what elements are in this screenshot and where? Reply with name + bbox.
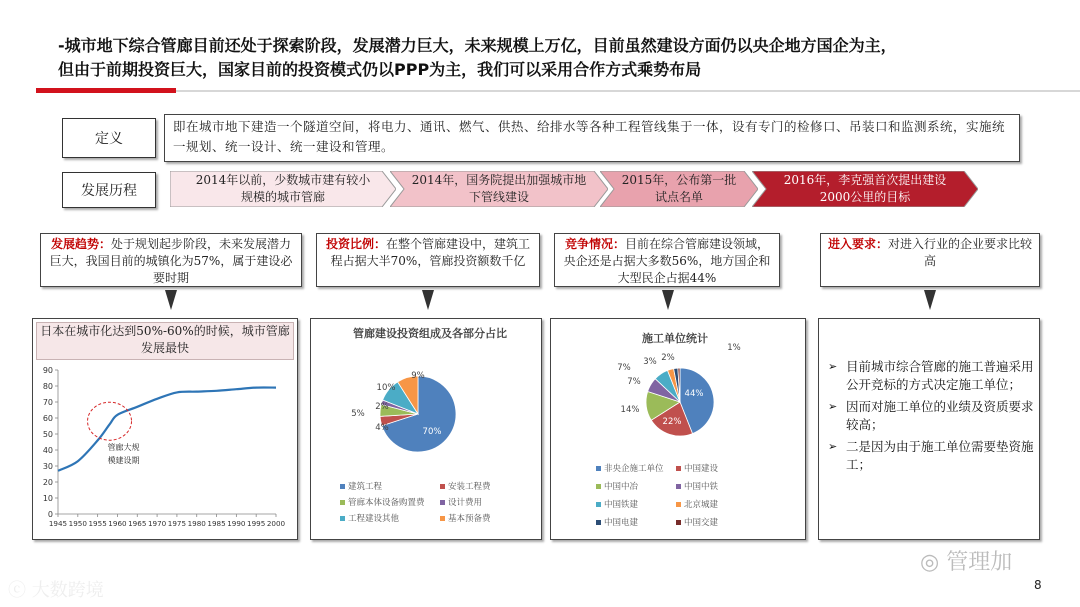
- legend-swatch: [676, 484, 681, 489]
- legend-item: [340, 480, 382, 492]
- x-tick-label: 1985: [207, 519, 226, 528]
- legend-item: [440, 480, 491, 492]
- x-tick-label: 1995: [247, 519, 266, 528]
- investment-pie-chart: [310, 360, 542, 470]
- legend-item: [596, 480, 638, 492]
- timeline-step-text: 2015年，公布第一批试点名单: [621, 173, 737, 204]
- y-tick-label: 30: [42, 462, 53, 471]
- annotation-label-2: 模建设期: [107, 456, 140, 465]
- legend-swatch: [340, 500, 345, 505]
- slice-label: 1%: [727, 343, 741, 353]
- contractor-chart-title: 施工单位统计: [642, 332, 708, 345]
- legend-item: [340, 512, 399, 524]
- legend-item: [676, 516, 718, 528]
- slice-label: 5%: [351, 409, 365, 419]
- x-tick-label: 1945: [48, 519, 68, 528]
- series-line: [58, 387, 276, 470]
- title-divider: [176, 90, 1080, 92]
- slide-title: [58, 34, 1048, 82]
- page-number: 8: [1034, 578, 1042, 592]
- down-arrow-icon: [924, 290, 936, 310]
- legend-swatch: [596, 466, 601, 471]
- legend-item: [676, 498, 718, 510]
- entry-head: 进入要求：: [827, 237, 888, 251]
- highlight-ellipse: [88, 402, 132, 440]
- slice-label: 7%: [627, 377, 641, 387]
- y-tick-label: 50: [42, 430, 53, 439]
- y-tick-label: 80: [42, 382, 53, 391]
- slice-label: 70%: [422, 427, 442, 437]
- x-tick-label: 1965: [128, 519, 147, 528]
- wechat-icon: ◎: [920, 550, 940, 575]
- legend-label: 中国电建: [604, 518, 639, 528]
- definition-text: 即在城市地下建造一个隧道空间，将电力、通讯、燃气、供热、给排水等各种工程管线集于一体，设有专门的检修口、吊装口和监测系统，实施统一规划、统一设计、统一建设和管理。: [164, 114, 1020, 162]
- entry-text: 对进入行业的企业要求比较高: [888, 237, 1033, 268]
- slice-label: 4%: [375, 423, 389, 433]
- y-tick-label: 20: [42, 478, 53, 487]
- y-tick-label: 40: [42, 446, 53, 455]
- x-tick-label: 1955: [88, 519, 107, 528]
- arrow-bullet-icon: ➢: [828, 400, 838, 413]
- legend-swatch: [596, 520, 601, 525]
- timeline-step: [752, 171, 978, 207]
- x-tick-label: 1960: [108, 519, 127, 528]
- y-tick-label: 60: [42, 414, 53, 423]
- legend-swatch: [440, 484, 445, 489]
- investment-text: 在整个管廊建设中，建筑工程占据大半70%，管廊投资额数千亿: [330, 237, 531, 268]
- slice-label: 44%: [684, 389, 704, 399]
- trend-box: [40, 233, 302, 287]
- investment-box: [316, 233, 540, 287]
- arrow-bullet-icon: ➢: [828, 440, 838, 453]
- timeline-step: [390, 171, 608, 207]
- legend-label: 非央企施工单位: [604, 464, 664, 474]
- requirements-list: [828, 358, 1038, 478]
- timeline-step-text: 2014年以前，少数城市建有较小规模的城市管廊: [195, 173, 371, 204]
- y-tick-label: 0: [47, 510, 53, 519]
- legend-item: [596, 498, 638, 510]
- legend-label: 中国交建: [684, 518, 719, 528]
- slice-label: 14%: [620, 405, 640, 415]
- slice-label: 10%: [376, 383, 396, 393]
- title-line-1: -城市地下综合管廊目前还处于探索阶段，发展潜力巨大，未来规模上万亿，目前虽然建设方面仍以央企地方国企为主，: [58, 36, 897, 55]
- arrow-bullet-icon: ➢: [828, 360, 838, 373]
- y-tick-label: 90: [42, 366, 53, 375]
- urbanization-line-chart: [32, 360, 298, 538]
- timeline-step-text: 2014年，国务院提出加强城市地下管线建设: [411, 173, 587, 204]
- legend-item: [676, 480, 718, 492]
- legend-label: 建筑工程: [348, 482, 383, 492]
- legend-label: 基本预备费: [448, 514, 491, 524]
- trend-head: 发展趋势：: [50, 237, 111, 251]
- legend-label: 管廊本体设备购置费: [348, 498, 425, 508]
- competition-box: [554, 233, 780, 287]
- legend-label: 安装工程费: [448, 482, 491, 492]
- x-tick-label: 1975: [167, 519, 187, 528]
- legend-item: [596, 462, 664, 474]
- y-tick-label: 70: [42, 398, 53, 407]
- down-arrow-icon: [662, 290, 674, 310]
- list-item: ➢ 目前城市综合管廊的施工普遍采用公开竞标的方式决定施工单位；: [828, 359, 1034, 392]
- x-tick-label: 1970: [147, 519, 167, 528]
- down-arrow-icon: [165, 290, 177, 310]
- legend-swatch: [340, 516, 345, 521]
- legend-label: 中国铁建: [604, 500, 639, 510]
- timeline-step: [170, 171, 396, 207]
- timeline-step: [600, 171, 758, 207]
- legend-label: 中国建设: [684, 464, 719, 474]
- logo-icon: ⓒ: [8, 580, 26, 601]
- list-item: ➢ 二是因为由于施工单位需要垫资施工；: [828, 439, 1034, 472]
- legend-swatch: [676, 466, 681, 471]
- title-line-2: 但由于前期投资巨大，国家目前的投资模式仍以PPP为主，我们可以采用合作方式乘势布局: [58, 60, 702, 79]
- legend-swatch: [676, 502, 681, 507]
- history-label: 发展历程: [62, 172, 156, 208]
- annotation-label-1: 管廊大规: [107, 443, 140, 452]
- slice-label: 7%: [617, 363, 631, 373]
- legend-item: [340, 496, 425, 508]
- title-accent-bar: [36, 88, 176, 93]
- slice-label: 2%: [375, 402, 389, 412]
- slice-label: 2%: [661, 353, 675, 363]
- competition-text: 目前在综合管廊建设领域，央企还是占据大多数56%，地方国企和大型民企占据44%: [563, 237, 771, 285]
- x-tick-label: 2000: [266, 519, 286, 528]
- slice-label: 22%: [662, 417, 682, 427]
- definition-label: 定义: [62, 118, 156, 158]
- down-arrow-icon: [422, 290, 434, 310]
- legend-swatch: [596, 484, 601, 489]
- x-tick-label: 1980: [187, 519, 206, 528]
- japan-note: 日本在城市化达到50%-60%的时候，城市管廊发展最快: [36, 322, 294, 360]
- legend-swatch: [340, 484, 345, 489]
- entry-box: [820, 233, 1040, 287]
- x-tick-label: 1990: [227, 519, 246, 528]
- legend-item: [440, 512, 491, 524]
- legend-label: 设计费用: [448, 498, 483, 508]
- legend-label: 中国中冶: [604, 482, 639, 492]
- trend-text: 处于规划起步阶段，未来发展潜力巨大，我国目前的城镇化为57%，属于建设必要时期: [49, 237, 293, 285]
- timeline-step-text: 2016年，李克强首次提出建设2000公里的目标: [783, 173, 947, 204]
- y-tick-label: 10: [42, 494, 53, 503]
- watermark-logo-right: ◎ 管理加: [920, 550, 1013, 575]
- legend-swatch: [676, 520, 681, 525]
- list-item: ➢ 因而对施工单位的业绩及资质要求较高；: [828, 399, 1034, 432]
- contractor-pie-chart: [560, 340, 800, 452]
- legend-label: 工程建设其他: [348, 514, 400, 524]
- legend-item: [440, 496, 482, 508]
- legend-item: [676, 462, 718, 474]
- watermark-logo-left: ⓒ 大数跨境: [8, 580, 104, 601]
- legend-item: [596, 516, 638, 528]
- investment-head: 投资比例：: [325, 237, 386, 251]
- legend-swatch: [596, 502, 601, 507]
- slice-label: 3%: [643, 357, 657, 367]
- slice-label: 9%: [411, 371, 425, 381]
- legend-label: 中国中铁: [684, 482, 719, 492]
- competition-head: 竞争情况：: [564, 237, 625, 251]
- x-tick-label: 1950: [68, 519, 87, 528]
- investment-chart-title: 管廊建设投资组成及各部分占比: [353, 327, 507, 340]
- legend-swatch: [440, 516, 445, 521]
- legend-label: 北京城建: [684, 500, 719, 510]
- legend-swatch: [440, 500, 445, 505]
